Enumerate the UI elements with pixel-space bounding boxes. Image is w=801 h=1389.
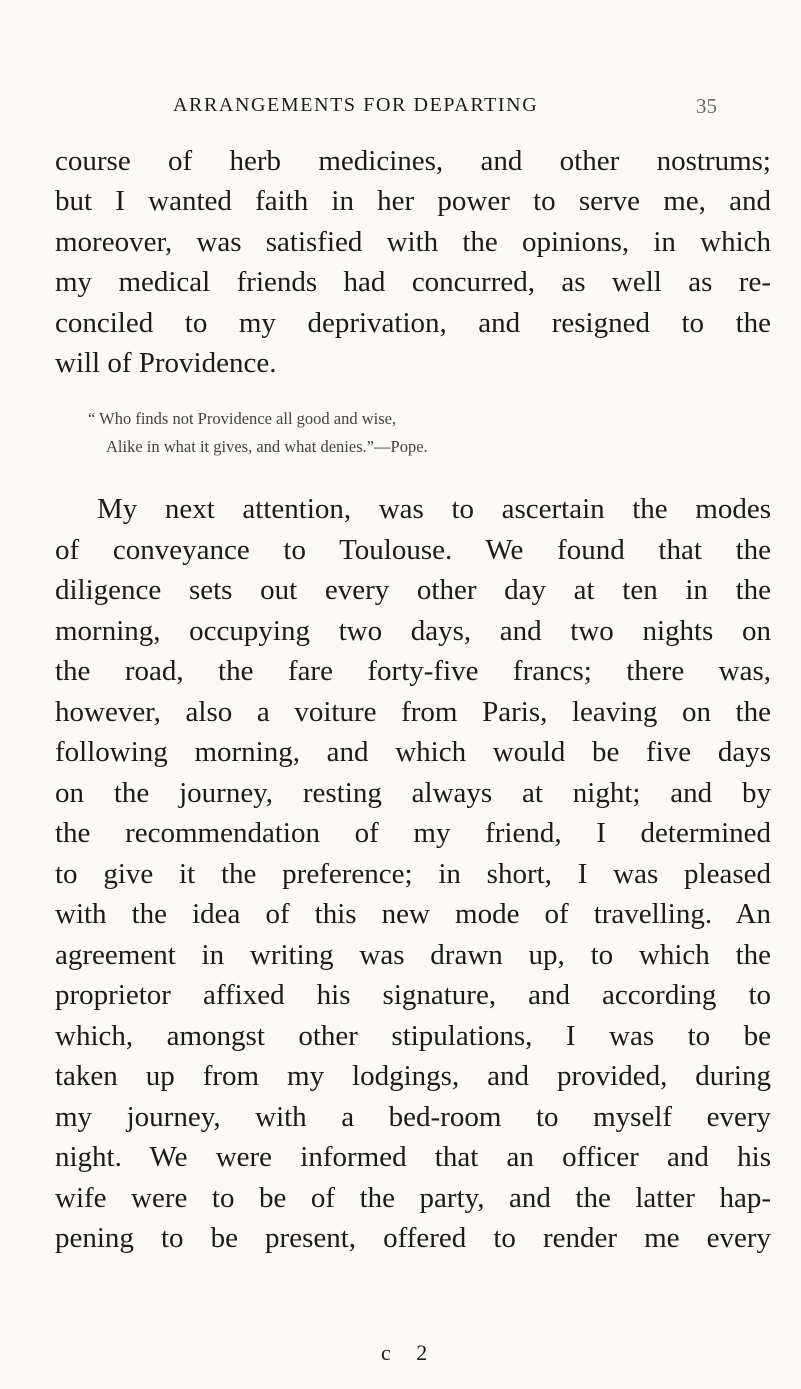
page-header xyxy=(0,94,801,124)
text-line: the road, the fare forty-five francs; there was, xyxy=(55,655,771,687)
text-line: course of herb medicines, and other nostrums; xyxy=(55,145,771,177)
text-line: to give it the preference; in short, I was pleased xyxy=(55,858,771,890)
quote-line: Alike in what it gives, and what denies.”—Pope. xyxy=(106,437,428,456)
text-line: which, amongst other stipulations, I was to be xyxy=(55,1020,771,1052)
text-line: wife were to be of the party, and the latter hap- xyxy=(55,1182,771,1214)
text-line: diligence sets out every other day at ten in the xyxy=(55,574,771,606)
text-line: My next attention, was to ascertain the modes xyxy=(97,493,771,525)
text-line: taken up from my lodgings, and provided, during xyxy=(55,1060,771,1092)
text-line: of conveyance to Toulouse. We found that the xyxy=(55,534,771,566)
text-line: pening to be present, offered to render me every xyxy=(55,1222,771,1254)
text-line: on the journey, resting always at night; and by xyxy=(55,777,771,809)
text-line: night. We were informed that an officer and his xyxy=(55,1141,771,1173)
text-line: my medical friends had concurred, as well as re- xyxy=(55,266,771,298)
text-line: the recommendation of my friend, I determined xyxy=(55,817,771,849)
text-line: proprietor affixed his signature, and according to xyxy=(55,979,771,1011)
text-line: my journey, with a bed-room to myself every xyxy=(55,1101,771,1133)
quote-line: “ Who finds not Providence all good and wise, xyxy=(88,409,397,428)
text-line: morning, occupying two days, and two nights on xyxy=(55,615,771,647)
text-line: with the idea of this new mode of travelling. An xyxy=(55,898,771,930)
text-line: will of Providence. xyxy=(55,347,277,379)
text-line: moreover, was satisfied with the opinions, in which xyxy=(55,226,771,258)
signature-mark: c 2 xyxy=(381,1340,438,1365)
page-number: 35 xyxy=(696,94,717,118)
text-line: conciled to my deprivation, and resigned to the xyxy=(55,307,771,339)
running-head: ARRANGEMENTS FOR DEPARTING xyxy=(173,94,539,116)
text-line: following morning, and which would be five days xyxy=(55,736,771,768)
text-line: but I wanted faith in her power to serve me, and xyxy=(55,185,771,217)
text-line: however, also a voiture from Paris, leaving on the xyxy=(55,696,771,728)
text-line: agreement in writing was drawn up, to which the xyxy=(55,939,771,971)
